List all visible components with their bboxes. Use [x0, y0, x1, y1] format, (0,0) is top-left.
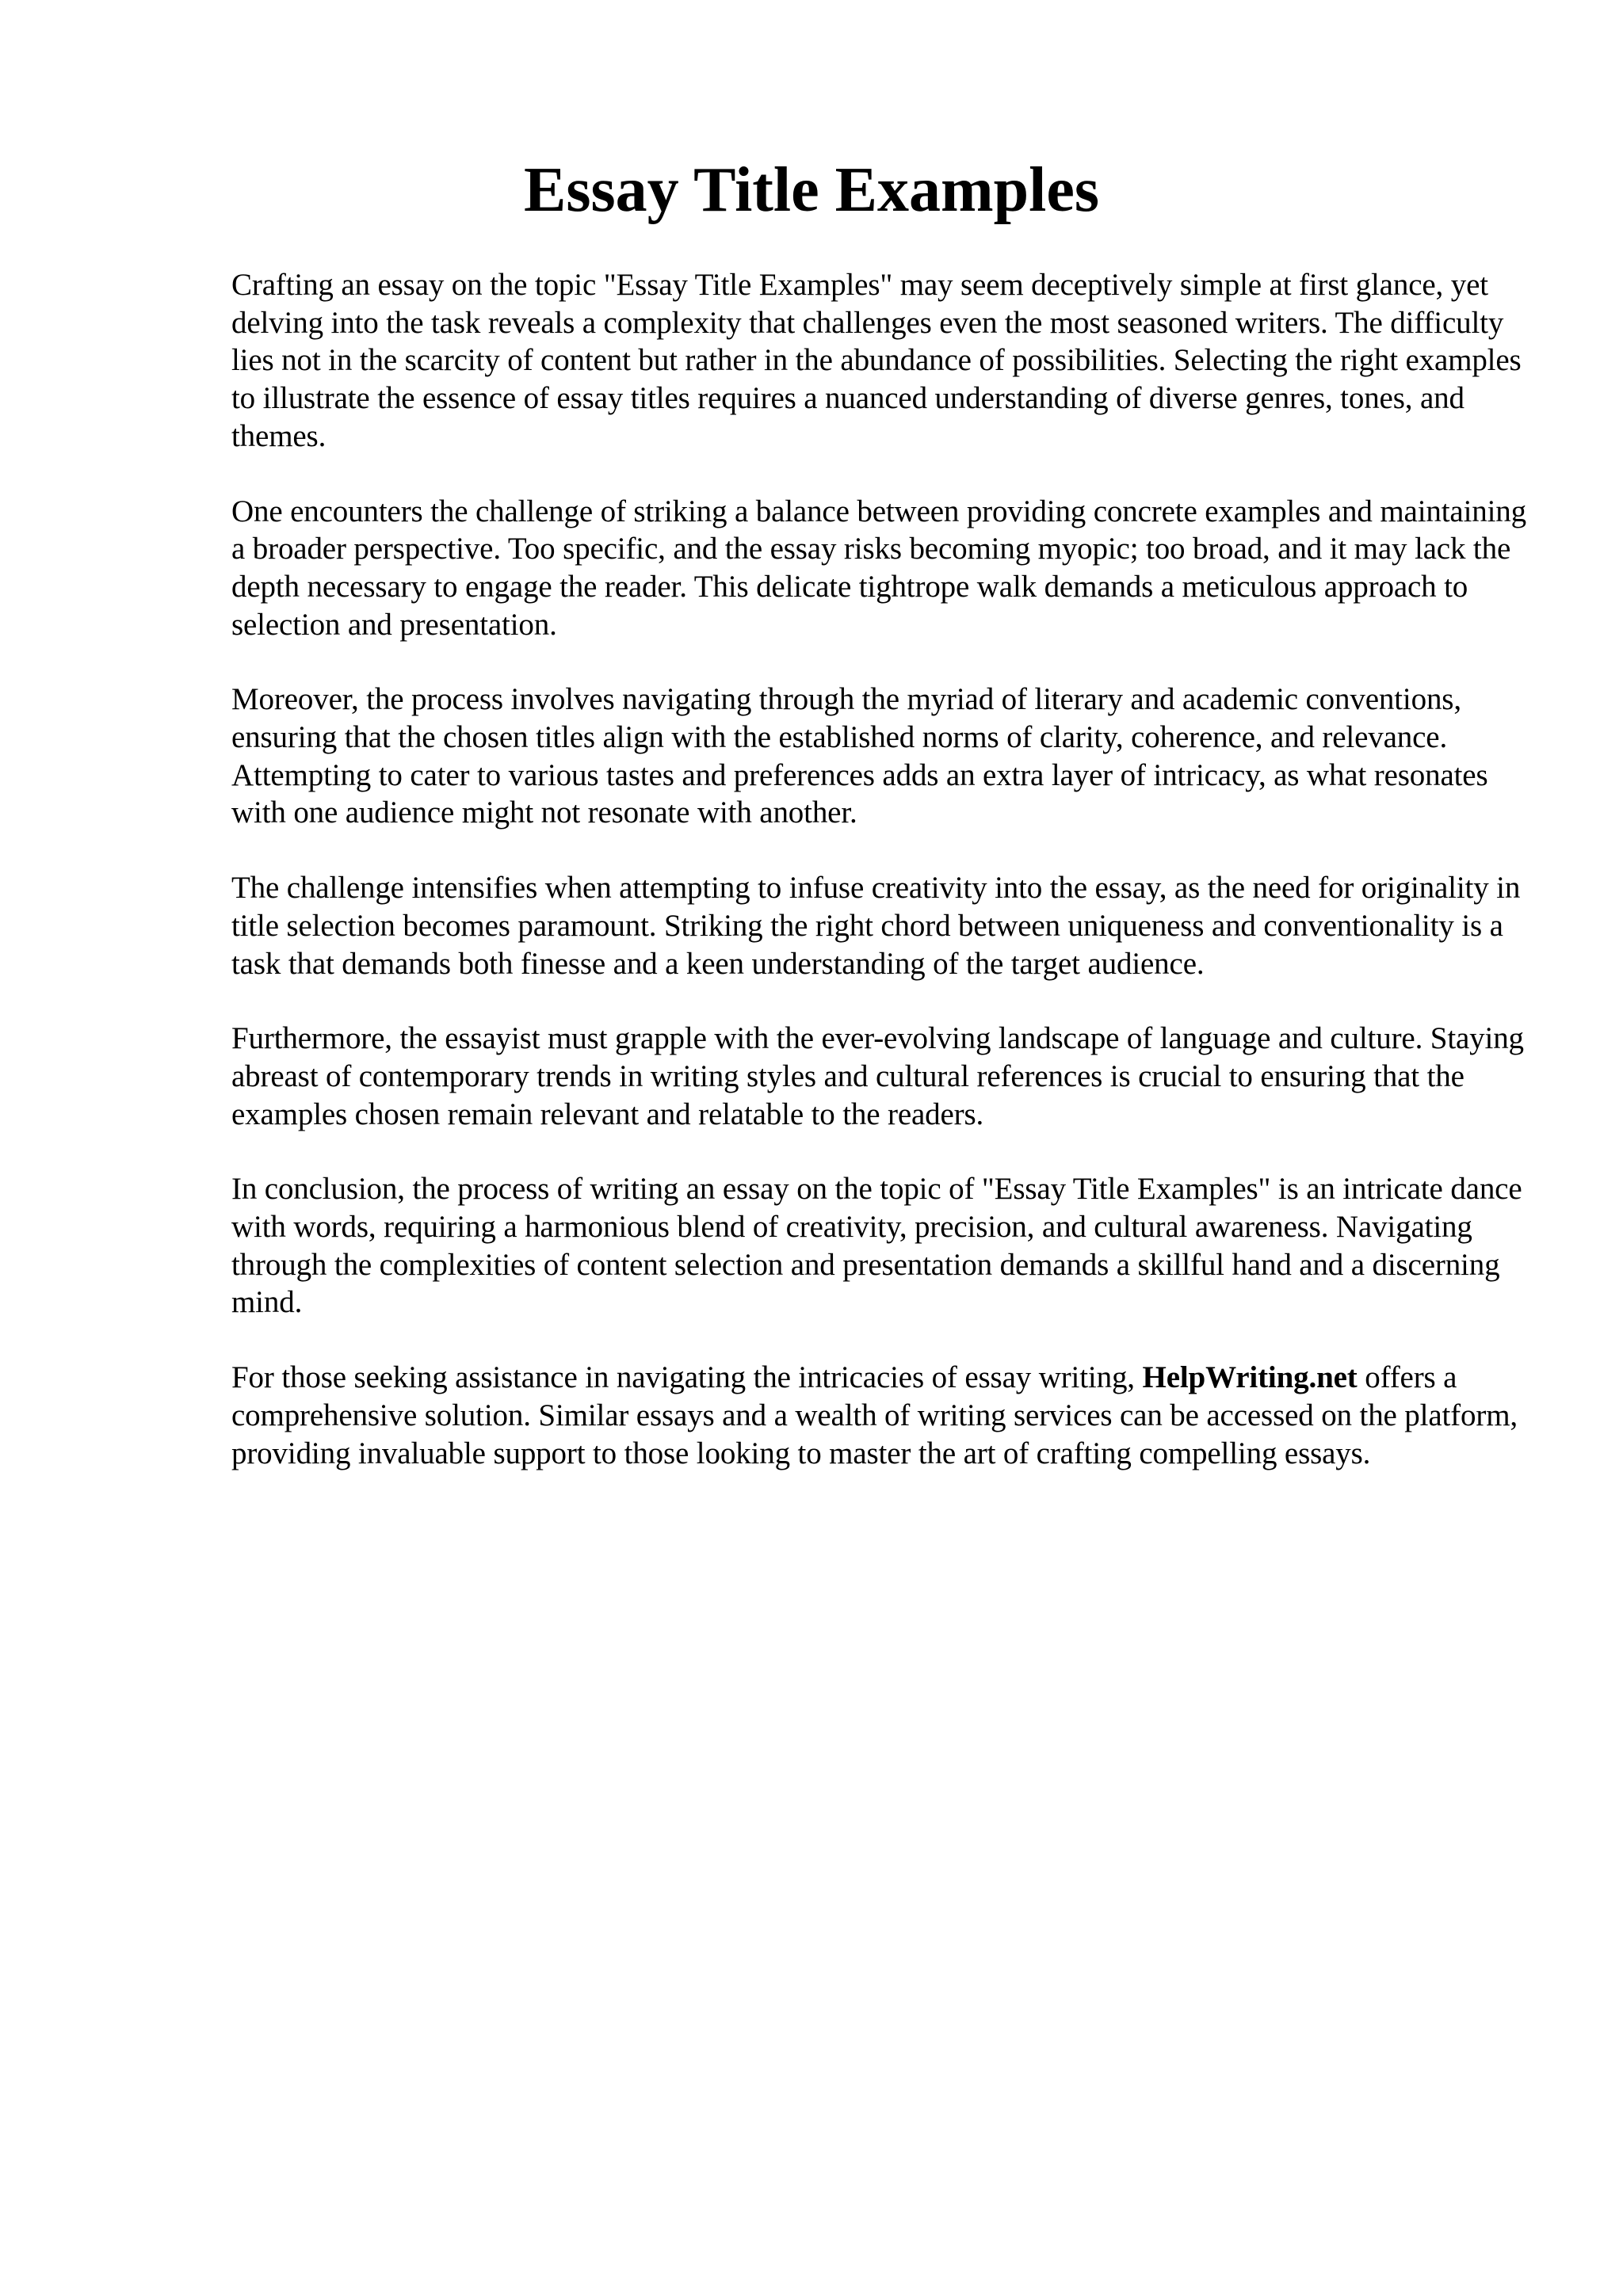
page-title: Essay Title Examples — [523, 155, 1100, 225]
paragraph-4: The challenge intensifies when attempting to infuse creativity into the essay, as the need for originality in title selection becomes paramount. Striking the right chord between uniqueness and conventionality is a task that demands both finesse and a keen understanding of the target audience. — [231, 871, 1521, 981]
paragraph-7-rest: offers a comprehensive solution. Similar essays and a wealth of writing services can be accessed on the platform, providing invaluable support to those looking to master the art of crafting compelling essays. — [231, 1360, 1518, 1470]
essay-body — [231, 266, 1531, 1509]
paragraph-7-intro: For those seeking assistance in navigating the intricacies of essay writing, — [231, 1360, 1143, 1395]
paragraph-7 — [231, 1359, 1531, 1472]
paragraph-3: Moreover, the process involves navigating through the myriad of literary and academic conventions, ensuring that the chosen titles align with the established norms of clarity, coherence, and relevance. Attempting to cater to various tastes and preferences adds an extra layer of intricacy, as what resonates with one audience might not resonate with another. — [231, 682, 1488, 830]
paragraph-2: One encounters the challenge of striking a balance between providing concrete examples and maintaining a broader perspective. Too specific, and the essay risks becoming myopic; too broad, and it may lack the depth necessary to engage the reader. This delicate tightrope walk demands a meticulous approach to selection and presentation. — [231, 494, 1526, 642]
helpwriting-brand-link[interactable]: HelpWriting.net — [1142, 1360, 1358, 1395]
paragraph-1: Crafting an essay on the topic "Essay Title Examples" may seem deceptively simple at first glance, yet delving into the task reveals a complexity that challenges even the most seasoned writers. The difficulty lies not in the scarcity of content but rather in the abundance of possibilities. Selecting the right examples to illustrate the essence of essay titles requires a nuanced understanding of diverse genres, tones, and themes. — [231, 268, 1522, 453]
paragraph-5: Furthermore, the essayist must grapple with the ever-evolving landscape of language and culture. Staying abreast of contemporary trends in writing styles and cultural references is crucial to ensuring that the examples chosen remain relevant and relatable to the readers. — [231, 1021, 1524, 1131]
paragraph-6: In conclusion, the process of writing an essay on the topic of "Essay Title Examples" is an intricate dance with words, requiring a harmonious blend of creativity, precision, and cultural awareness. Navigating through the complexities of content selection and presentation demands a skillful hand and a discerning mind. — [231, 1172, 1522, 1320]
